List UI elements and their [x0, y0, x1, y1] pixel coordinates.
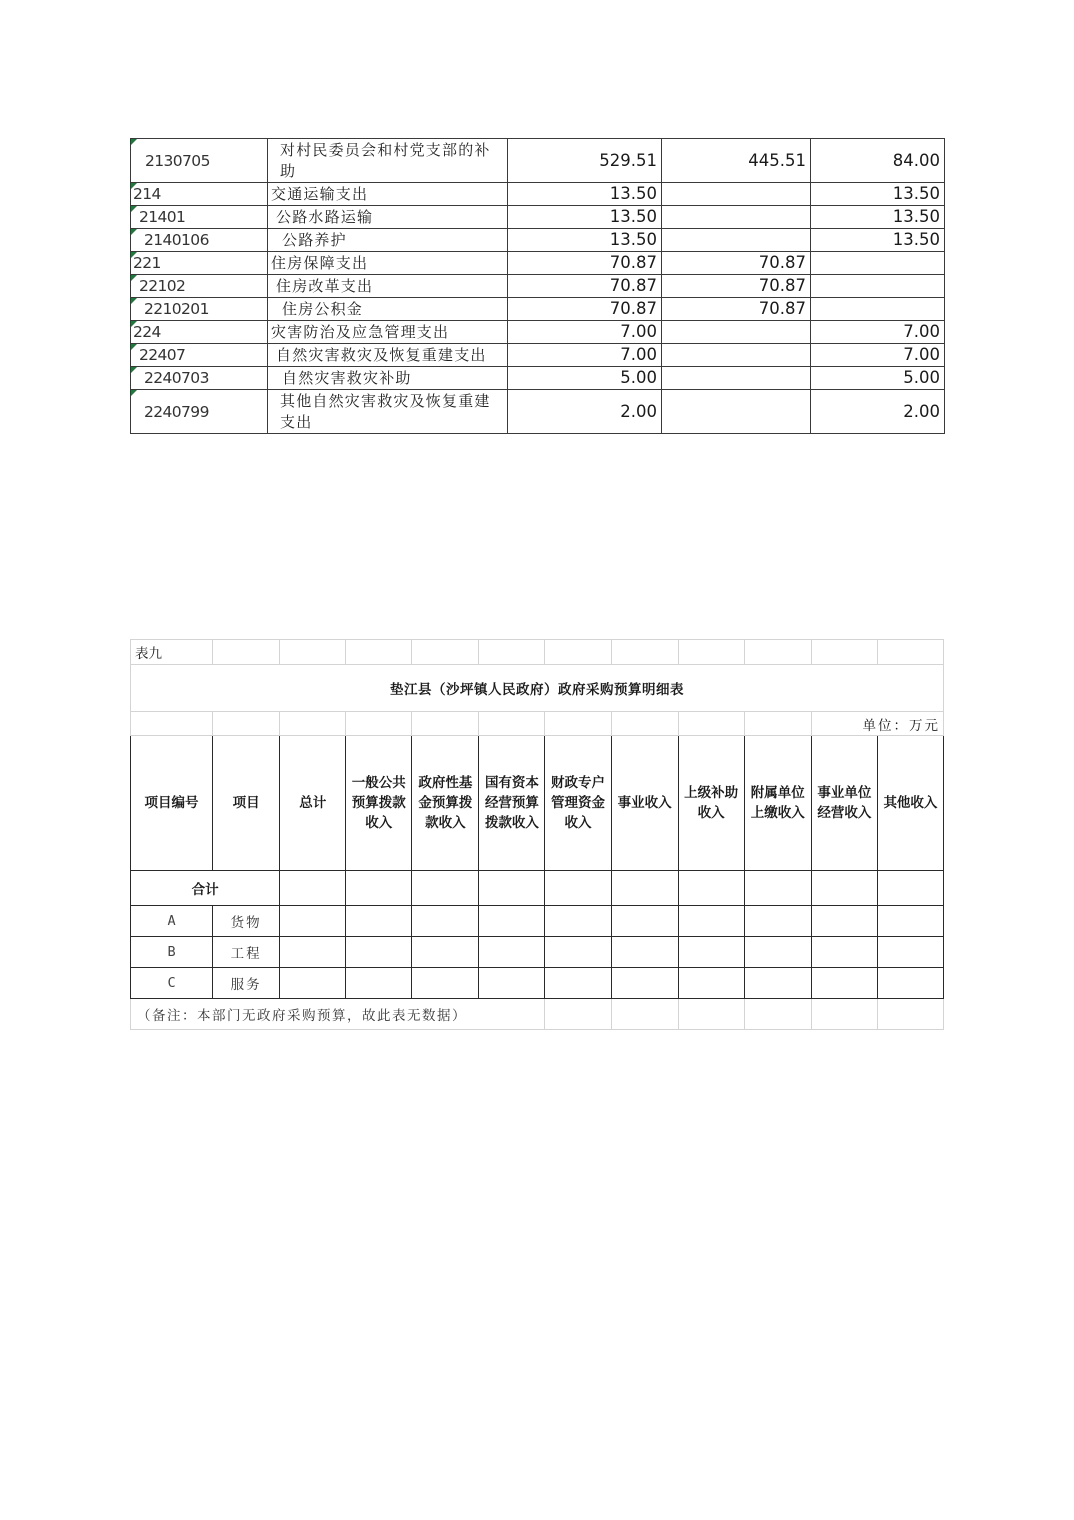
header-other-income: 其他收入 — [877, 736, 943, 871]
row-project: 13.50 — [811, 183, 945, 206]
row-code: 2130705 — [131, 139, 268, 183]
row-basic — [662, 390, 811, 434]
row-code: 214 — [131, 183, 268, 206]
row-total: 7.00 — [508, 321, 662, 344]
row-basic: 445.51 — [662, 139, 811, 183]
row-name: 自然灾害救灾及恢复重建支出 — [268, 344, 508, 367]
row-total: 70.87 — [508, 252, 662, 275]
row-total: 13.50 — [508, 229, 662, 252]
row-name: 住房公积金 — [268, 298, 508, 321]
header-superior-subsidy: 上级补助收入 — [678, 736, 744, 871]
header-item: 项目 — [213, 736, 280, 871]
row-name: 其他自然灾害救灾及恢复重建支出 — [268, 390, 508, 434]
row-code: 2240703 — [131, 367, 268, 390]
row-total: 5.00 — [508, 367, 662, 390]
table-row — [131, 275, 945, 298]
row-name: 公路水路运输 — [268, 206, 508, 229]
table-row — [131, 390, 945, 434]
total-label: 合计 — [131, 871, 280, 906]
row-basic: 70.87 — [662, 298, 811, 321]
row-code: 224 — [131, 321, 268, 344]
row-name: 住房改革支出 — [268, 275, 508, 298]
table-row — [131, 321, 945, 344]
procurement-table — [130, 639, 944, 1030]
row-project: 13.50 — [811, 229, 945, 252]
header-code: 项目编号 — [131, 736, 213, 871]
table-label: 表九 — [131, 640, 213, 665]
table-row — [131, 937, 944, 968]
row-name: 工程 — [213, 937, 280, 968]
row-basic — [662, 321, 811, 344]
row-code: A — [131, 906, 213, 937]
row-total: 7.00 — [508, 344, 662, 367]
table-row — [131, 367, 945, 390]
row-total: 70.87 — [508, 298, 662, 321]
row-code: 221 — [131, 252, 268, 275]
row-total: 70.87 — [508, 275, 662, 298]
row-project: 2.00 — [811, 390, 945, 434]
header-general-public: 一般公共预算拨款收入 — [346, 736, 412, 871]
row-project: 7.00 — [811, 321, 945, 344]
row-project — [811, 252, 945, 275]
header-special-fund: 财政专户管理资金收入 — [545, 736, 611, 871]
header-total: 总计 — [280, 736, 346, 871]
table-row — [131, 906, 944, 937]
row-basic — [662, 229, 811, 252]
table-row — [131, 229, 945, 252]
row-name: 自然灾害救灾补助 — [268, 367, 508, 390]
row-name: 住房保障支出 — [268, 252, 508, 275]
row-basic: 70.87 — [662, 275, 811, 298]
row-code: B — [131, 937, 213, 968]
row-code: 2140106 — [131, 229, 268, 252]
total-row — [131, 871, 944, 906]
table-row — [131, 298, 945, 321]
row-basic — [662, 344, 811, 367]
row-name: 公路养护 — [268, 229, 508, 252]
row-basic — [662, 206, 811, 229]
row-code: 21401 — [131, 206, 268, 229]
row-name: 交通运输支出 — [268, 183, 508, 206]
header-state-capital: 国有资本经营预算拨款收入 — [479, 736, 545, 871]
row-project — [811, 298, 945, 321]
row-project: 7.00 — [811, 344, 945, 367]
row-name: 货物 — [213, 906, 280, 937]
header-operating-income: 事业单位经营收入 — [811, 736, 877, 871]
page-title: 垫江县（沙坪镇人民政府）政府采购预算明细表 — [131, 665, 944, 712]
header-gov-fund: 政府性基金预算拨款收入 — [412, 736, 479, 871]
row-code: 2210201 — [131, 298, 268, 321]
table-row — [131, 968, 944, 999]
table-row — [131, 252, 945, 275]
table-row — [131, 344, 945, 367]
row-total: 13.50 — [508, 183, 662, 206]
row-basic — [662, 367, 811, 390]
row-total: 529.51 — [508, 139, 662, 183]
row-basic: 70.87 — [662, 252, 811, 275]
budget-table — [130, 138, 945, 434]
row-name: 服务 — [213, 968, 280, 999]
row-basic — [662, 183, 811, 206]
unit-label: 单位：万元 — [811, 712, 943, 736]
table-row — [131, 139, 945, 183]
row-code: 22407 — [131, 344, 268, 367]
header-row — [131, 736, 944, 871]
row-name: 对村民委员会和村党支部的补助 — [268, 139, 508, 183]
row-project: 5.00 — [811, 367, 945, 390]
row-project: 13.50 — [811, 206, 945, 229]
row-total: 2.00 — [508, 390, 662, 434]
row-project: 84.00 — [811, 139, 945, 183]
row-code: 2240799 — [131, 390, 268, 434]
row-code: 22102 — [131, 275, 268, 298]
note-text: （备注：本部门无政府采购预算，故此表无数据） — [131, 999, 545, 1030]
row-code: C — [131, 968, 213, 999]
row-project — [811, 275, 945, 298]
table-row — [131, 206, 945, 229]
table-row — [131, 183, 945, 206]
header-business-income: 事业收入 — [611, 736, 678, 871]
row-name: 灾害防治及应急管理支出 — [268, 321, 508, 344]
row-total: 13.50 — [508, 206, 662, 229]
header-affiliated-income: 附属单位上缴收入 — [744, 736, 811, 871]
